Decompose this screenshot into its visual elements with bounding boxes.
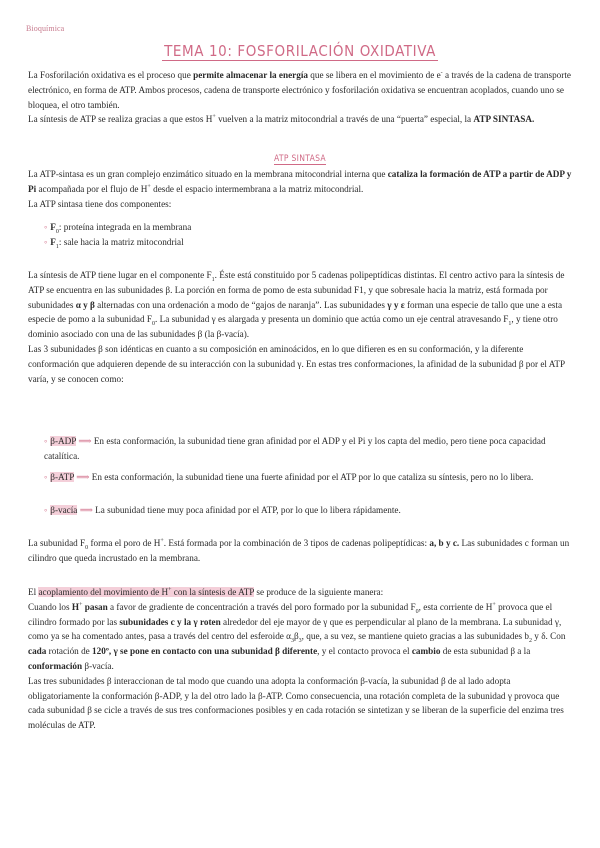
component-f1-item: ◦ $F_1$: sale hacia la matriz mitocondrial <box>44 237 184 250</box>
component-f0-item: ◦ $F_0$: proteína integrada en la membrana <box>44 222 192 235</box>
page-title: TEMA 10: FOSFORILACIÓN OXIDATIVA <box>164 42 436 60</box>
bullet-icon: ◦ <box>44 222 48 232</box>
section-heading-atp-sintasa: ATP SINTASA <box>274 154 326 164</box>
coupling-paragraph: El acoplamiento del movimiento de H+ con la síntesis de ATP se produce de la siguiente manera: Cuando los H+ pasan a favor de gradiente de concentración a través del poro formado por la subunidad $F_0$, esta corriente de H+ provoca que el cilindro formado por las subunidades c y la γ roten alrededor del eje mayor de γ que es perpendicular al plano de la membrana. La subunidad γ, como ya se ha comentado antes, pasa a través del centro del esferoide $\alpha_3\beta_3$, que, a su vez, se mantiene quieto gracias a las subunidades $b_2$ y δ. Con cada rotación de 120º, γ se pone en contacto con una subunidad β diferente, y el contacto provoca el cambio de esta subunidad β a la conformación β-vacía. Las tres subunidades β interaccionan de tal modo que cuando una adopta la conformación β-vacía, la subunidad β de al lado adopta obligatoriamente la conformación β-ADP, y la del otro lado la β-ATP. Como consecuencia, una rotación completa de la subunidad γ provoca que cada subunidad β se cicle a través de sus tres conformaciones posibles y en cada rotación se sintetizan y se liberan de la superficie del enzima tres moléculas de ATP. <box>28 586 566 731</box>
double-arrow-icon: ⟹ <box>78 436 92 446</box>
conformation-item-atp: ◦ β-ATP ⟹ En esta conformación, la subunidad tiene una fuerte afinidad por el ATP por lo que cataliza su síntesis, pero no lo libera. <box>44 472 534 482</box>
f0-paragraph: La subunidad $F_0$ forma el poro de H+. Está formada por la combinación de 3 tipos de cadenas polipeptídicas: a, b y c. Las subunidades c forman un cilindro que queda incrustado en la membrana. <box>28 537 570 563</box>
intro-paragraph: La Fosforilación oxidativa es el proceso que permite almacenar la energía que se libera en el movimiento de e- a través de la cadena de transporte electrónico, en forma de ATP. Ambos procesos, cadena de transporte electrónico y fosforilación oxidativa se encuentran acoplados, cuando uno se bloquea, el otro también. La síntesis de ATP se realiza gracias a que estos H+ vuelven a la matriz mitocondrial a través de una “puerta” especial, la ATP SINTASA. <box>28 69 571 125</box>
bullet-icon: ◦ <box>44 472 48 482</box>
bullet-icon: ◦ <box>44 237 48 247</box>
bullet-icon: ◦ <box>44 436 48 446</box>
conformation-item-vacia: ◦ β-vacía ⟹ La subunidad tiene muy poca afinidad por el ATP, por lo que lo libera rápidamente. <box>44 505 401 515</box>
conformation-item-adp: ◦ β-ADP ⟹ En esta conformación, la subunidad tiene gran afinidad por el ADP y el Pi y los capta del medio, pero tiene poca capacidad catalítica. <box>44 436 546 461</box>
double-arrow-icon: ⟹ <box>79 505 93 515</box>
f1-paragraph: La síntesis de ATP tiene lugar en el componente $F_1$. Éste está constituido por 5 cadenas polipeptídicas distintas. El centro activo para la síntesis de ATP se encuentra en las subunidades β. La porción en forma de pomo de esta subunidad F1, y que sobresale hacia la matriz, está formada por subunidades α y β alternadas con una ordenación a modo de “gajos de naranja”. Las subunidades γ y ε forman una especie de tallo que une a esta especie de pomo a la subunidad $F_0$. La subunidad γ es alargada y presenta un dominio que actúa como un eje central atravesando $F_1$, y tiene otro dominio asociado con una de las subunidades β (la β-vacía). Las 3 subunidades β son idénticas en cuanto a su composición en aminoácidos, en lo que difieren es en su conformación, y la diferente conformación que adquieren depende de su interacción con la subunidad γ. En estas tres conformaciones, la afinidad de la subunidad β por el ATP varía, y se conocen como: <box>28 270 565 384</box>
atp-sintasa-paragraph: La ATP-sintasa es un gran complejo enzimático situado en la membrana mitocondrial interna que cataliza la formación de ATP a partir de ADP y Pi acompañada por el flujo de H+ desde el espacio intermembrana a la matriz mitocondrial. La ATP sintasa tiene dos componentes: <box>28 169 572 209</box>
running-header: Bioquímica <box>26 24 65 33</box>
double-arrow-icon: ⟹ <box>76 472 90 482</box>
bullet-icon: ◦ <box>44 505 48 515</box>
